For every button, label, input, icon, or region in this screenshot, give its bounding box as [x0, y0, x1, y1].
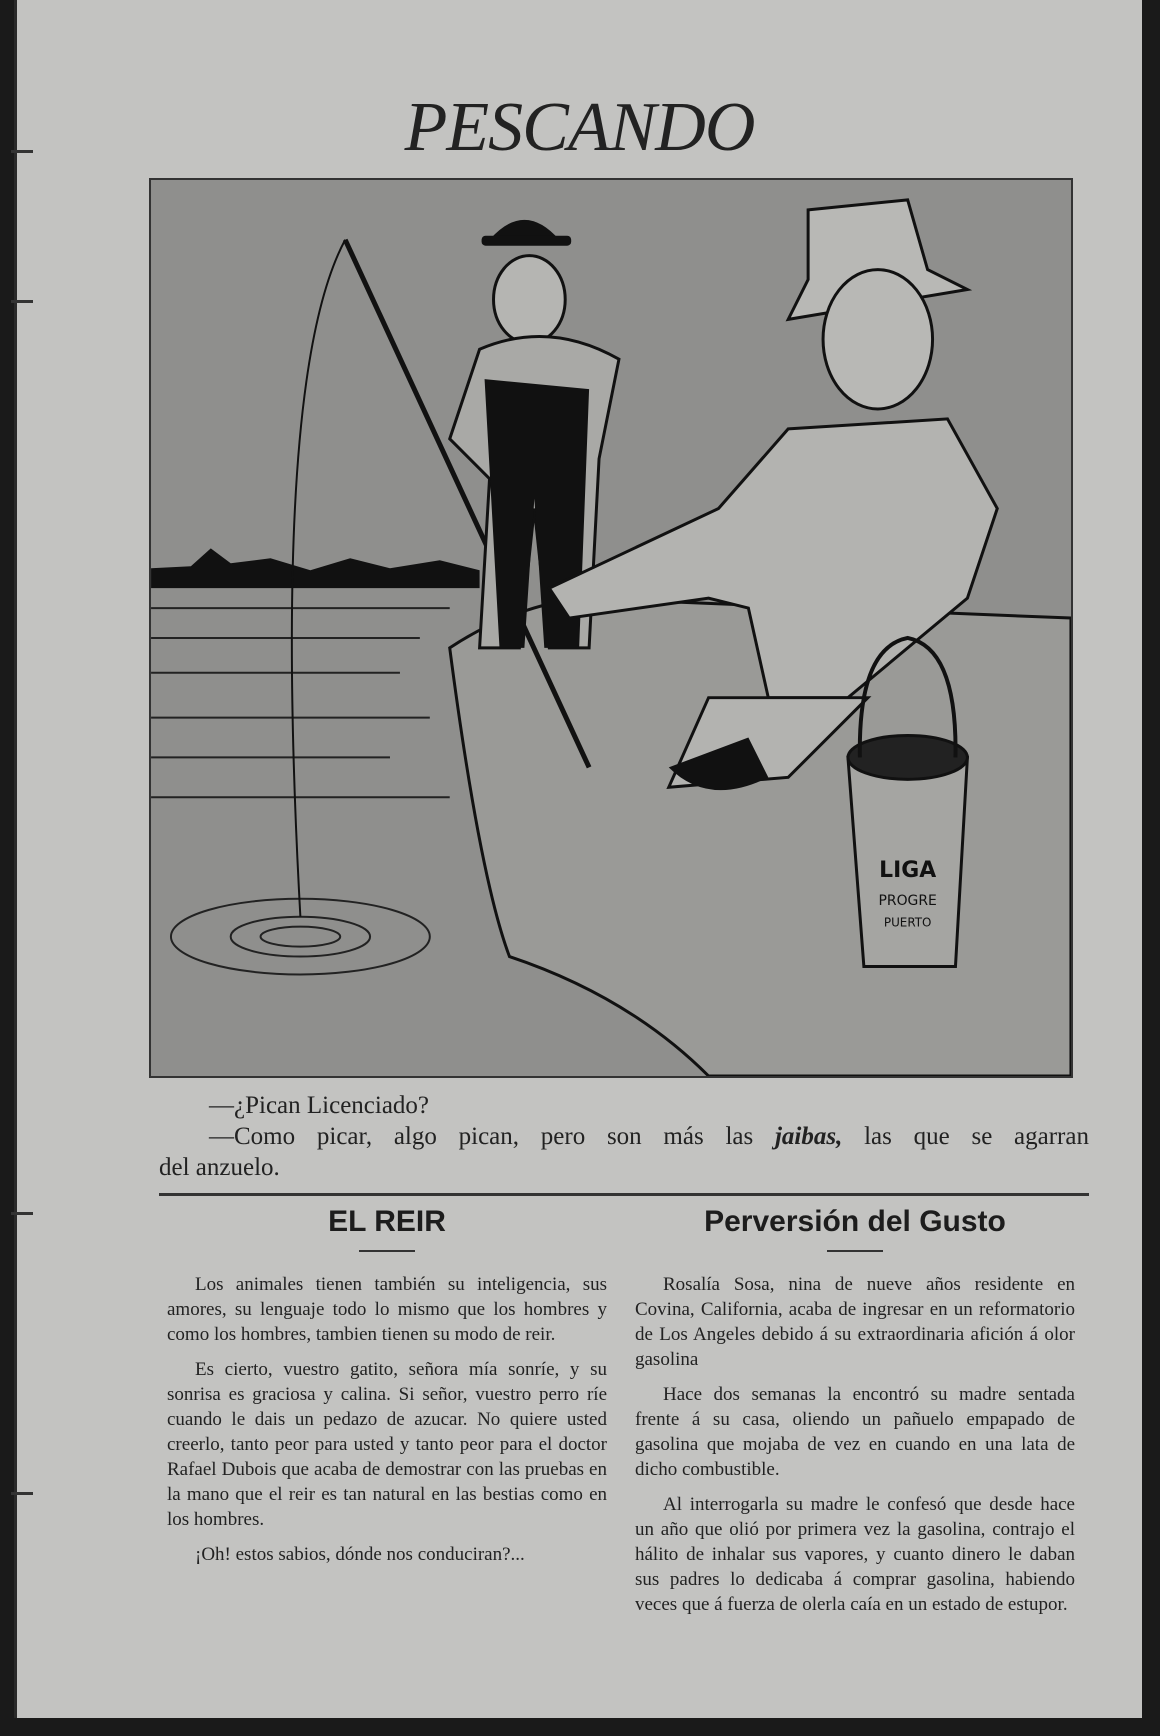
binding-mark: [11, 1492, 33, 1495]
heading-rule: [359, 1250, 415, 1252]
cartoon-illustration: [149, 178, 1073, 1078]
caption-line: del anzuelo.: [159, 1154, 280, 1181]
caption-emphasis: jaibas,: [774, 1123, 843, 1150]
bucket-text: LIGA: [879, 857, 937, 883]
magazine-page: [14, 0, 1142, 1718]
article-paragraph: Hace dos semanas la encontró su madre sentada frente á su casa, oliendo un pañuelo empapado de gasolina que mojaba de vez en cuando en una lata de dicho combustible.: [635, 1384, 1075, 1480]
article-paragraph: Los animales tienen también su inteligencia, sus amores, su lenguaje todo lo mismo que los hombres y como los hombres, tambien tienen su modo de reir.: [167, 1274, 607, 1345]
caption-text: —Como picar, algo pican, pero son más las: [209, 1123, 775, 1150]
article-paragraph: Rosalía Sosa, nina de nueve años residente en Covina, California, acaba de ingresar en un reformatorio de Los Angeles debido á su extraordinaria afición á olor gasolina: [635, 1274, 1075, 1370]
section-divider: [159, 1193, 1089, 1196]
binding-mark: [11, 1212, 33, 1215]
caption-line: [159, 1121, 1089, 1152]
caption-text: las que se agarran: [842, 1123, 1089, 1150]
heading-rule: [827, 1250, 883, 1252]
cartoon-caption: [159, 1090, 1089, 1183]
bucket-text: PROGRE: [878, 892, 937, 909]
article-paragraph: ¡Oh! estos sabios, dónde nos conduciran?...: [195, 1544, 525, 1565]
page-title: PESCANDO: [404, 89, 755, 166]
binding-mark: [11, 300, 33, 303]
article-heading: Perversión del Gusto: [704, 1205, 1006, 1238]
bucket-text: PUERTO: [883, 915, 932, 930]
article-perversion-del-gusto: [635, 1205, 1075, 1627]
article-paragraph: Es cierto, vuestro gatito, señora mía sonríe, y su sonrisa es graciosa y calina. Si señor, vuestro perro ríe cuando le dais un pedazo de azucar. No quiere usted creerlo, tanto peor para usted y tanto peor para el doctor Rafael Dubois que acaba de demostrar con las pruebas en la mano que el reir es tan natural en las bestias como en los hombres.: [167, 1359, 607, 1530]
caption-line: —¿Pican Licenciado?: [209, 1092, 430, 1119]
article-paragraph: Al interrogarla su madre le confesó que desde hace un año que olió por primera vez la gasolina, contrajo el hálito de inhalar sus vapores, y cuanto dinero le daban sus padres lo dedicaba á comprar gasolina, habiendo veces que á fuerza de olerla caía en un estado de estupor.: [635, 1494, 1075, 1615]
article-heading: EL REIR: [328, 1205, 446, 1238]
article-el-reir: [167, 1205, 607, 1577]
